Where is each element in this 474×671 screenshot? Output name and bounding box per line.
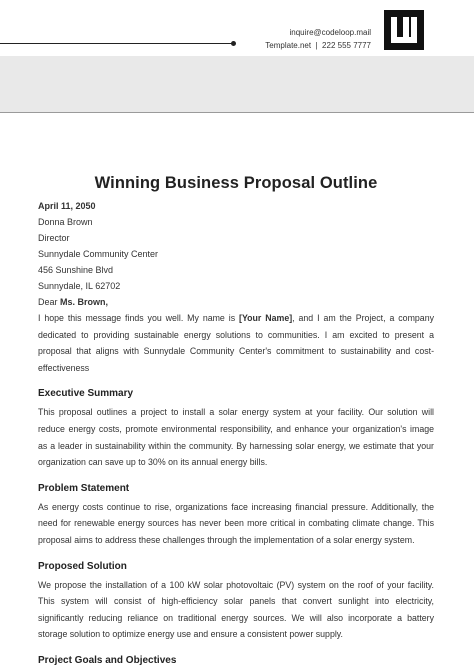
header-rule-dot xyxy=(231,41,236,46)
document-title: Winning Business Proposal Outline xyxy=(94,174,378,192)
intro-paragraph xyxy=(38,310,434,376)
document-body xyxy=(38,174,434,671)
contact-email: inquire@codeloop.mail xyxy=(289,28,371,37)
intro-before: I hope this message finds you well. My name is xyxy=(38,313,240,323)
recipient-street: 456 Sunshine Blvd xyxy=(38,265,114,275)
salutation-name: Ms. Brown, xyxy=(60,297,109,307)
section-body-problem-statement: As energy costs continue to rise, organizations face increasing financial pressure. Additionally, the need for renewable energy sources has never been more critical in combating climate change. This proposal aims to address these challenges through the implementation of a solar energy system. xyxy=(38,501,434,545)
letter-date: April 11, 2050 xyxy=(38,201,96,211)
salutation-prefix: Dear xyxy=(38,297,61,307)
recipient-organization: Sunnydale Community Center xyxy=(38,249,159,259)
section-heading-project-goals: Project Goals and Objectives xyxy=(38,654,177,666)
section-heading-executive-summary: Executive Summary xyxy=(38,388,134,400)
contact-company-phone: Template.net | 222 555 7777 xyxy=(265,40,371,50)
recipient-title: Director xyxy=(38,233,70,243)
section-body-proposed-solution: We propose the installation of a 100 kW solar photovoltaic (PV) system on the roof of your facility. This system will consist of high-efficiency solar panels that convert sunlight into electricity, significantly reducing reliance on traditional energy sources. We will also incorporate a battery storage solution to optimize energy use and ensure a consistent power supply. xyxy=(38,579,434,640)
salutation xyxy=(38,294,434,310)
recipient-city: Sunnydale, IL 62702 xyxy=(38,281,121,291)
section-heading-proposed-solution: Proposed Solution xyxy=(38,560,127,572)
intro-sender-name: [Your Name] xyxy=(239,313,293,323)
intro-after: , and I am the Project, a company dedicated to providing sustainable energy solutions to communities. I am excited to present a proposal that aligns with Sunnydale Community Center's commitment to sustainability and cost-effectiveness xyxy=(38,313,434,373)
contact-info xyxy=(265,27,371,52)
header-banner xyxy=(0,56,474,113)
recipient-name: Donna Brown xyxy=(38,217,93,227)
letter-mark-logo-icon xyxy=(384,10,424,50)
header-rule xyxy=(0,43,234,44)
section-heading-problem-statement: Problem Statement xyxy=(38,482,130,494)
section-body-executive-summary: This proposal outlines a project to install a solar energy system at your facility. Our solution will reduce energy costs, promote environmental responsibility, and enhance your organization's image as a leader in sustainability within the community. By harnessing solar energy, we estimate that your organization can save up to 30% on its annual energy bills. xyxy=(38,407,434,468)
